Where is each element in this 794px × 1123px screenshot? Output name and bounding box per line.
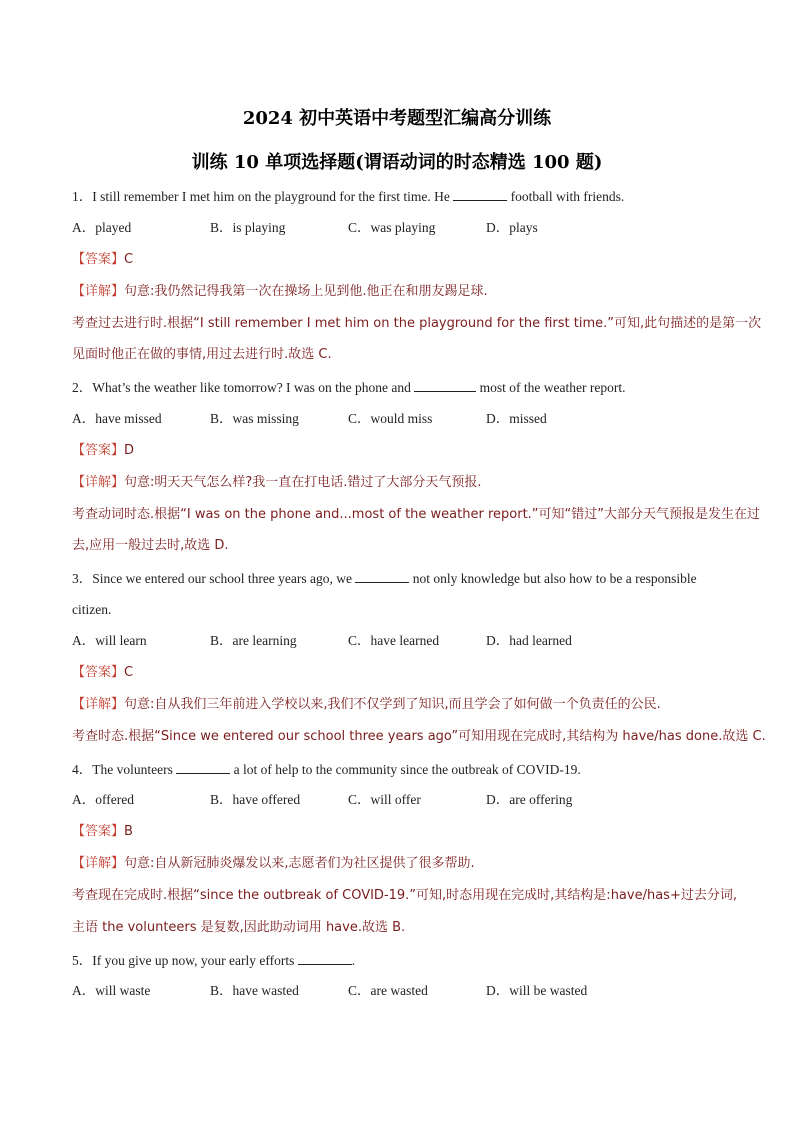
question-3-answer: 【答案】C bbox=[72, 665, 134, 680]
question-2-answer: 【答案】D bbox=[72, 443, 135, 458]
question-3-stem: 3．Since we entered our school three years ago, we not only knowledge but also how to be a responsible bbox=[72, 568, 732, 589]
question-5-option-a: A．will waste bbox=[72, 983, 151, 998]
question-3-option-d: D．had learned bbox=[486, 633, 572, 648]
question-2-meaning: 【详解】句意:明天天气怎么样?我一直在打电话.错过了大部分天气预报. bbox=[72, 475, 482, 490]
answer-blank bbox=[453, 186, 507, 201]
question-1-stem: 1．I still remember I met him on the playground for the first time. He football with friends. bbox=[72, 186, 732, 207]
question-4-explanation-line-2: 主语 the volunteers 是复数,因此助动词用 have.故选 B. bbox=[72, 920, 406, 935]
question-3-option-c: C．have learned bbox=[348, 633, 440, 648]
question-3-option-b: B．are learning bbox=[210, 633, 297, 648]
answer-blank bbox=[355, 568, 409, 583]
question-4-stem: 4．The volunteers a lot of help to the community since the outbreak of COVID-19. bbox=[72, 759, 732, 780]
answer-blank bbox=[414, 377, 476, 392]
question-4-option-d: D．are offering bbox=[486, 792, 573, 807]
question-1-explanation-line-2: 见面时他正在做的事情,用过去进行时.故选 C. bbox=[72, 347, 332, 362]
question-1-meaning: 【详解】句意:我仍然记得我第一次在操场上见到他.他正在和朋友踢足球. bbox=[72, 284, 488, 299]
question-4-option-c: C．will offer bbox=[348, 792, 421, 807]
question-4-answer: 【答案】B bbox=[72, 824, 133, 839]
question-2-option-d: D．missed bbox=[486, 411, 547, 426]
question-2-option-b: B．was missing bbox=[210, 411, 299, 426]
question-1-answer: 【答案】C bbox=[72, 252, 134, 267]
question-3-explanation-line-1: 考查时态.根据“Since we entered our school three years ago”可知用现在完成时,其结构为 have/has done.故选 C. bbox=[72, 729, 766, 744]
question-4-option-b: B．have offered bbox=[210, 792, 301, 807]
document-subtitle: 训练 10 单项选择题(谓语动词的时态精选 100 题) bbox=[191, 152, 603, 173]
question-2-stem: 2．What’s the weather like tomorrow? I was on the phone and most of the weather report. bbox=[72, 377, 732, 398]
question-3-option-a: A．will learn bbox=[72, 633, 147, 648]
question-1-explanation-line-1: 考查过去进行时.根据“I still remember I met him on the playground for the first time.”可知,此句描述的是第一次 bbox=[72, 316, 762, 331]
question-2-option-c: C．would miss bbox=[348, 411, 433, 426]
question-4-option-a: A．offered bbox=[72, 792, 134, 807]
question-1-option-b: B．is playing bbox=[210, 220, 286, 235]
question-1-option-c: C．was playing bbox=[348, 220, 436, 235]
question-2-option-a: A．have missed bbox=[72, 411, 162, 426]
question-5-option-c: C．are wasted bbox=[348, 983, 428, 998]
document-title: 2024 初中英语中考题型汇编高分训练 bbox=[242, 108, 552, 129]
question-1-option-d: D．plays bbox=[486, 220, 538, 235]
question-2-explanation-line-2: 去,应用一般过去时,故选 D. bbox=[72, 538, 229, 553]
question-3-meaning: 【详解】句意:自从我们三年前进入学校以来,我们不仅学到了知识,而且学会了如何做一个负责任的公民. bbox=[72, 697, 661, 712]
question-1-option-a: A．played bbox=[72, 220, 132, 235]
question-4-explanation-line-1: 考查现在完成时.根据“since the outbreak of COVID-19.”可知,时态用现在完成时,其结构是:have/has+过去分词, bbox=[72, 888, 737, 903]
question-3-stem-continued: citizen. bbox=[72, 602, 112, 617]
answer-blank bbox=[176, 759, 230, 774]
question-5-option-b: B．have wasted bbox=[210, 983, 299, 998]
question-2-explanation-line-1: 考查动词时态.根据“I was on the phone and...most of the weather report.”可知“错过”大部分天气预报是发生在过 bbox=[72, 507, 760, 522]
question-5-option-d: D．will be wasted bbox=[486, 983, 588, 998]
question-5-stem: 5．If you give up now, your early efforts . bbox=[72, 950, 732, 971]
question-4-meaning: 【详解】句意:自从新冠肺炎爆发以来,志愿者们为社区提供了很多帮助. bbox=[72, 856, 475, 871]
answer-blank bbox=[298, 950, 352, 965]
